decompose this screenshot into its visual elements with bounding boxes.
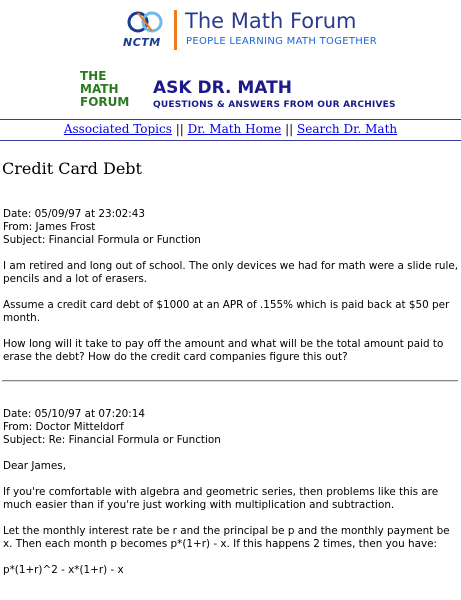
answer-date: Date: 05/10/97 at 07:20:14 [3, 408, 146, 420]
answer-paragraph: If you're comfortable with algebra and geometric series, then problems like this are much easier than if you're just working with multiplication and subtraction. [3, 486, 439, 511]
question-paragraph: How long will it take to pay off the amount and what will be the total amount paid to erase the debt? How do the credit card companies figure this out? [3, 338, 444, 363]
question-paragraph: I am retired and long out of school. The only devices we had for math were a slide rule, pencils and a lot of erasers. [3, 260, 459, 285]
answer-message [3, 408, 459, 590]
nav-separator: || [281, 122, 297, 136]
ask-dr-math-subtitle: QUESTIONS & ANSWERS FROM OUR ARCHIVES [153, 100, 396, 110]
answer-header [3, 408, 459, 447]
math-forum-tagline: PEOPLE LEARNING MATH TOGETHER [186, 36, 377, 47]
nav-link-dr-math-home[interactable]: Dr. Math Home [187, 122, 282, 136]
answer-from: From: Doctor Mitteldorf [3, 421, 124, 433]
math-forum-logo[interactable] [80, 70, 142, 109]
nav-bottom-rule [0, 140, 461, 141]
question-from: From: James Frost [3, 221, 96, 233]
question-paragraph: Assume a credit card debt of $1000 at an APR of .155% which is paid back at $50 per month. [3, 299, 450, 324]
nav-link-associated-topics[interactable]: Associated Topics [63, 122, 172, 136]
nav-separator: || [171, 122, 188, 136]
logo-line-the: THE [80, 69, 107, 83]
page-title: Credit Card Debt [2, 159, 142, 178]
nav-top-rule [0, 119, 461, 120]
nav-bar [0, 122, 461, 136]
banner-divider [174, 10, 177, 50]
answer-paragraph: Let the monthly interest rate be r and the principal be p and the monthly payment be x. Then each month p becomes p*(1+r) - x. If this happens 2 times, then you have: [3, 525, 450, 550]
math-forum-title[interactable]: The Math Forum [185, 9, 357, 33]
question-header [3, 208, 459, 247]
message-divider [2, 380, 458, 382]
question-subject: Subject: Financial Formula or Function [3, 234, 201, 246]
logo-line-forum: FORUM [80, 95, 130, 109]
answer-subject: Subject: Re: Financial Formula or Function [3, 434, 221, 446]
answer-greeting: Dear James, [3, 460, 66, 472]
nav-link-search-dr-math[interactable]: Search Dr. Math [297, 122, 398, 136]
logo-line-math: MATH [80, 82, 119, 96]
answer-formula: p*(1+r)^2 - x*(1+r) - x [3, 564, 124, 576]
nctm-label: NCTM [123, 36, 161, 49]
question-date: Date: 05/09/97 at 23:02:43 [3, 208, 146, 220]
ask-dr-math-title: ASK DR. MATH [153, 78, 292, 98]
question-message [3, 208, 459, 377]
math-forum-banner [0, 0, 461, 60]
